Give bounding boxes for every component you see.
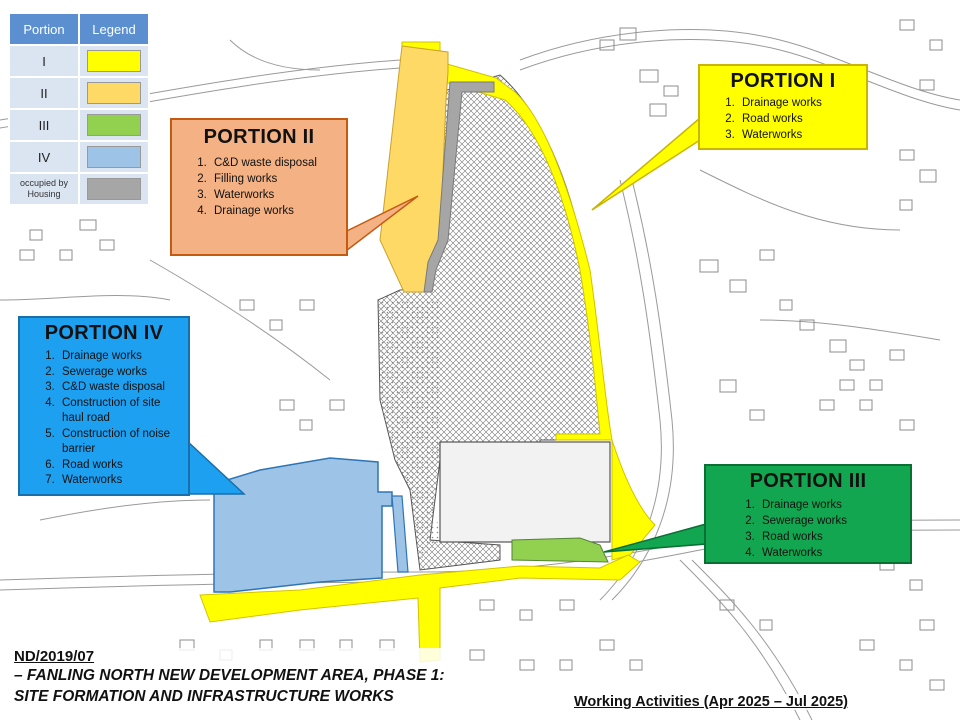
portion-iv-title: PORTION IV [44,322,164,344]
portion-iv-callout [18,316,190,496]
portion-iii-title: PORTION III [749,470,867,492]
legend-swatch-portion-ii [87,82,141,104]
legend-row [9,45,149,77]
list-item: 5. Construction of noise barrier [58,427,180,458]
list-item: 3. Waterworks [738,127,858,143]
list-item: 4. Drainage works [210,203,338,219]
list-item: 1. Drainage works [758,497,902,513]
list-item: 3. Waterworks [210,187,338,203]
portion-ii-callout [170,118,348,256]
working-activities-period: Working Activities (Apr 2025 – Jul 2025) [574,694,848,710]
legend-header [9,13,149,45]
portion-i-pointer [592,118,700,210]
list-item: 1. Drainage works [738,95,858,111]
legend-swatch-portion-i [87,50,141,72]
list-item: 1. C&D waste disposal [210,155,338,171]
legend-swatch-portion-iii [87,114,141,136]
portion-i-callout [698,64,868,150]
legend-header-legend: Legend [79,13,149,45]
list-item: 3. C&D waste disposal [58,380,180,396]
portion-iv-list [28,349,180,489]
list-item: 3. Road works [758,529,902,545]
legend-table [8,12,150,206]
site-inner-block [440,442,610,542]
list-item: 6. Road works [58,458,180,474]
legend-row [9,109,149,141]
list-item: 2. Filling works [210,171,338,187]
title-line-2: SITE FORMATION AND INFRASTRUCTURE WORKS [14,688,394,705]
portion-i-list [708,95,858,143]
site-dotted-area [378,300,440,490]
list-item: 1. Drainage works [58,349,180,365]
portion-i-title: PORTION I [730,70,836,92]
legend-row-label: occupied by Housing [9,173,79,205]
legend-swatch-portion-iv [87,146,141,168]
legend-row-label: I [9,45,79,77]
legend-row [9,173,149,205]
portion-iii-list [714,497,902,561]
portion-iv-area [214,458,392,592]
list-item: 4. Waterworks [758,545,902,561]
list-item: 2. Road works [738,111,858,127]
legend-row-label: IV [9,141,79,173]
list-item: 7. Waterworks [58,473,180,489]
list-item: 2. Sewerage works [58,365,180,381]
portion-ii-title: PORTION II [203,126,315,148]
legend-row-label: III [9,109,79,141]
title-block [12,648,447,707]
legend-header-portion: Portion [9,13,79,45]
legend-row-label: II [9,77,79,109]
legend-swatch-housing [87,178,141,200]
legend-row [9,141,149,173]
portion-iv-strip [392,496,408,572]
portion-ii-list [180,155,338,219]
title-line-1: – FANLING NORTH NEW DEVELOPMENT AREA, PHASE 1: [14,667,445,684]
legend-row [9,77,149,109]
portion-iii-callout [704,464,912,564]
list-item: 2. Sewerage works [758,513,902,529]
list-item: 4. Construction of site haul road [58,396,180,427]
contract-ref: ND/2019/07 [14,648,95,665]
